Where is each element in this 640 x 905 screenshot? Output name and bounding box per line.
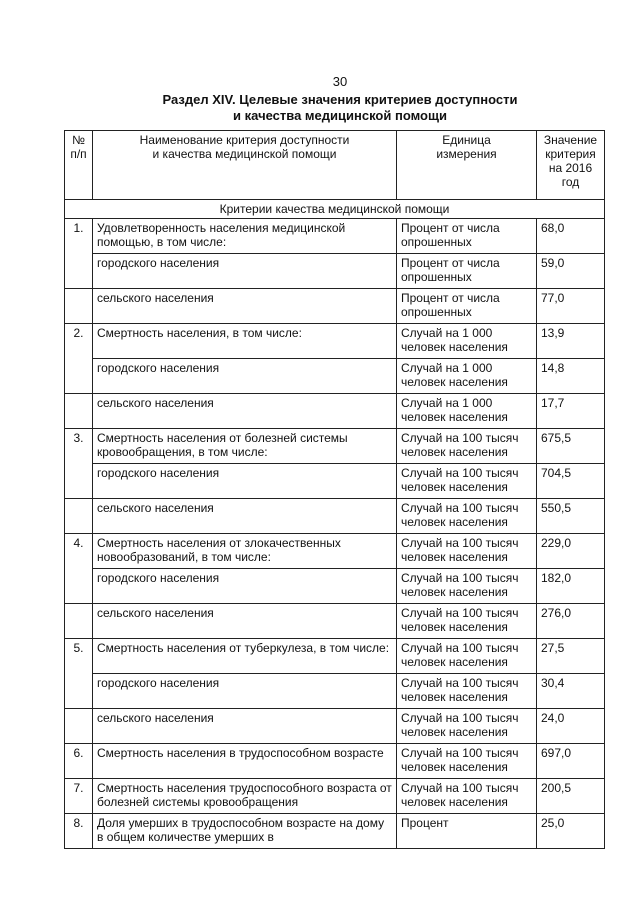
criterion-value: 17,7 — [537, 394, 605, 429]
row-number: 6. — [65, 744, 93, 779]
row-number — [65, 254, 93, 289]
unit-of-measure: Процент от числа опрошенных — [397, 219, 537, 254]
criterion-value: 59,0 — [537, 254, 605, 289]
unit-of-measure: Случай на 100 тысяч человек населения — [397, 534, 537, 569]
criterion-name: Смертность населения в трудоспособном возрасте — [93, 744, 397, 779]
criterion-name: Смертность населения от болезней системы кровообращения, в том числе: — [93, 429, 397, 464]
row-number — [65, 394, 93, 429]
criterion-value: 13,9 — [537, 324, 605, 359]
row-number — [65, 709, 93, 744]
header-unit: Единица измерения — [397, 131, 537, 200]
criterion-name: Смертность населения, в том числе: — [93, 324, 397, 359]
row-number — [65, 359, 93, 394]
table-row — [65, 394, 605, 429]
row-number: 3. — [65, 429, 93, 464]
row-number — [65, 674, 93, 709]
row-number — [65, 464, 93, 499]
criterion-name: городского населения — [93, 359, 397, 394]
table-row — [65, 744, 605, 779]
criterion-value: 14,8 — [537, 359, 605, 394]
unit-of-measure: Случай на 100 тысяч человек населения — [397, 499, 537, 534]
criterion-name: сельского населения — [93, 709, 397, 744]
unit-of-measure: Случай на 100 тысяч человек населения — [397, 604, 537, 639]
criterion-value: 675,5 — [537, 429, 605, 464]
criterion-name: городского населения — [93, 674, 397, 709]
criterion-name: Смертность населения от злокачественных новообразований, в том числе: — [93, 534, 397, 569]
row-number: 8. — [65, 814, 93, 849]
header-number: № п/п — [65, 131, 93, 200]
criterion-name: городского населения — [93, 254, 397, 289]
table-row — [65, 429, 605, 464]
criterion-name: сельского населения — [93, 394, 397, 429]
unit-of-measure: Случай на 100 тысяч человек населения — [397, 464, 537, 499]
section-title-line-2: и качества медицинской помощи — [233, 108, 447, 123]
criterion-name: Смертность населения трудоспособного возраста от болезней системы кровообращения — [93, 779, 397, 814]
unit-of-measure: Случай на 100 тысяч человек населения — [397, 639, 537, 674]
unit-of-measure: Случай на 100 тысяч человек населения — [397, 429, 537, 464]
criterion-value: 30,4 — [537, 674, 605, 709]
section-title-line-1: Раздел XIV. Целевые значения критериев доступности — [162, 92, 518, 107]
row-number: 4. — [65, 534, 93, 569]
table-row — [65, 709, 605, 744]
table-row — [65, 674, 605, 709]
criterion-name: сельского населения — [93, 289, 397, 324]
table-row — [65, 604, 605, 639]
table-row — [65, 464, 605, 499]
criterion-name: сельского населения — [93, 604, 397, 639]
unit-of-measure: Случай на 100 тысяч человек населения — [397, 744, 537, 779]
unit-of-measure: Случай на 100 тысяч человек населения — [397, 779, 537, 814]
table-row — [65, 359, 605, 394]
table-body — [65, 200, 605, 849]
unit-of-measure: Случай на 100 тысяч человек населения — [397, 674, 537, 709]
row-number: 7. — [65, 779, 93, 814]
row-number — [65, 604, 93, 639]
criterion-value: 182,0 — [537, 569, 605, 604]
row-number: 5. — [65, 639, 93, 674]
header-value: Значение критерия на 2016 год — [537, 131, 605, 200]
criterion-value: 697,0 — [537, 744, 605, 779]
criterion-value: 27,5 — [537, 639, 605, 674]
unit-of-measure: Процент — [397, 814, 537, 849]
row-number: 1. — [65, 219, 93, 254]
table-row — [65, 639, 605, 674]
row-number — [65, 289, 93, 324]
unit-of-measure: Случай на 1 000 человек населения — [397, 394, 537, 429]
criterion-name: Смертность населения от туберкулеза, в том числе: — [93, 639, 397, 674]
criterion-name: Доля умерших в трудоспособном возрасте на дому в общем количестве умерших в — [93, 814, 397, 849]
criterion-value: 276,0 — [537, 604, 605, 639]
unit-of-measure: Случай на 100 тысяч человек населения — [397, 709, 537, 744]
section-title — [0, 92, 640, 124]
row-number — [65, 569, 93, 604]
criterion-name: городского населения — [93, 569, 397, 604]
criterion-value: 24,0 — [537, 709, 605, 744]
header-criterion-name: Наименование критерия доступности и качества медицинской помощи — [93, 131, 397, 200]
criterion-value: 550,5 — [537, 499, 605, 534]
unit-of-measure: Процент от числа опрошенных — [397, 289, 537, 324]
table-row — [65, 254, 605, 289]
page-number: 30 — [332, 74, 348, 89]
table-row — [65, 499, 605, 534]
table-row — [65, 219, 605, 254]
table-row — [65, 814, 605, 849]
table-row — [65, 534, 605, 569]
table-row — [65, 324, 605, 359]
row-number: 2. — [65, 324, 93, 359]
unit-of-measure: Случай на 1 000 человек населения — [397, 359, 537, 394]
criteria-table — [64, 130, 605, 849]
table-row — [65, 779, 605, 814]
unit-of-measure: Процент от числа опрошенных — [397, 254, 537, 289]
criterion-value: 704,5 — [537, 464, 605, 499]
criterion-name: городского населения — [93, 464, 397, 499]
unit-of-measure: Случай на 100 тысяч человек населения — [397, 569, 537, 604]
criterion-value: 68,0 — [537, 219, 605, 254]
table-row — [65, 569, 605, 604]
table-header — [65, 131, 605, 200]
criterion-value: 200,5 — [537, 779, 605, 814]
criterion-value: 25,0 — [537, 814, 605, 849]
row-number — [65, 499, 93, 534]
table-row — [65, 289, 605, 324]
criterion-name: Удовлетворенность населения медицинской помощью, в том числе: — [93, 219, 397, 254]
section-label: Критерии качества медицинской помощи — [65, 200, 605, 219]
criterion-value: 229,0 — [537, 534, 605, 569]
criterion-value: 77,0 — [537, 289, 605, 324]
criterion-name: сельского населения — [93, 499, 397, 534]
unit-of-measure: Случай на 1 000 человек населения — [397, 324, 537, 359]
